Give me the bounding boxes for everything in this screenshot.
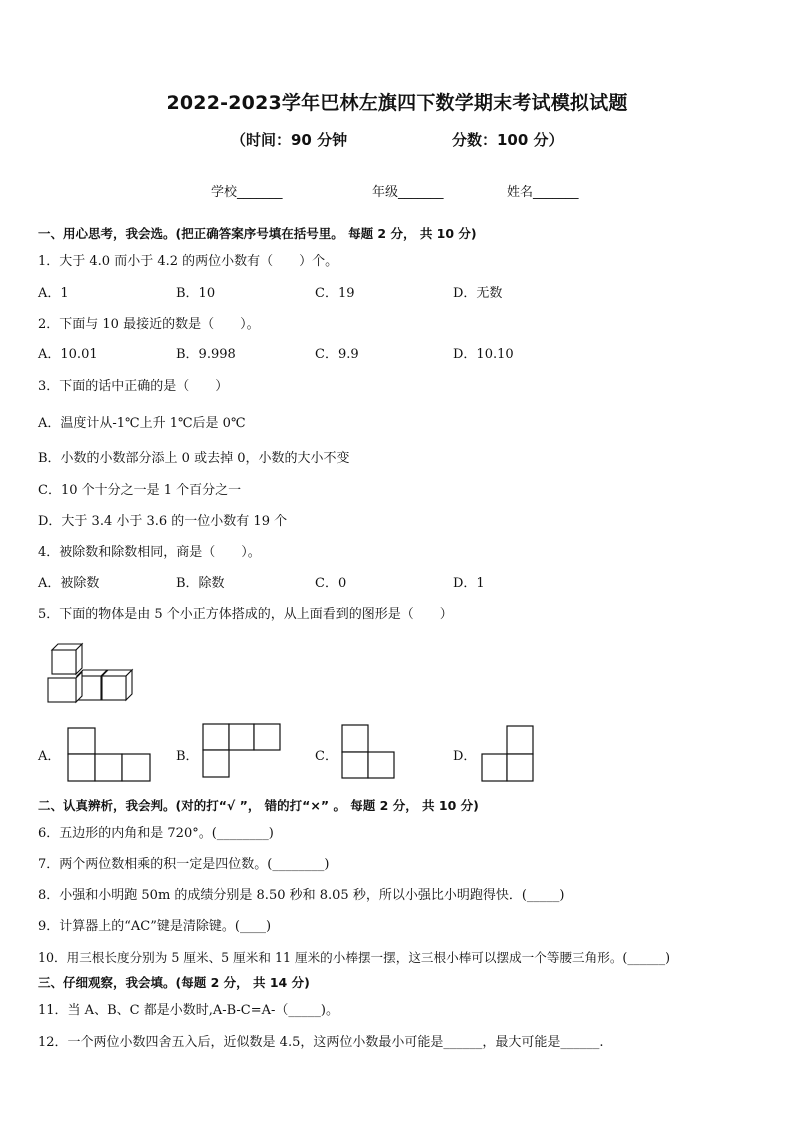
page-title: 2022-2023学年巴林左旗四下数学期末考试模拟试题 <box>166 92 628 114</box>
option-d-figure <box>481 725 537 783</box>
exam-time: （时间：90 分钟 <box>231 131 348 149</box>
q4-option-a: A．被除数 <box>38 576 100 591</box>
question-2: 2．下面与 10 最接近的数是（ ）。 <box>38 317 260 332</box>
q3-option-b: B．小数的小数部分添上 0 或去掉 0，小数的大小不变 <box>38 451 350 466</box>
q3-option-a: A．温度计从-1℃上升 1℃后是 0℃ <box>38 416 246 431</box>
q1-option-a: A．1 <box>38 286 69 301</box>
q4-option-d: D．1 <box>453 576 485 591</box>
question-10: 10．用三根长度分别为 5 厘米、5 厘米和 11 厘米的小棒摆一摆，这三根小棒可以摆成一个等腰三角形。(______) <box>38 950 671 965</box>
q2-option-b: B．9.998 <box>176 347 236 362</box>
name-field: 姓名_______ <box>507 185 579 200</box>
question-5: 5．下面的物体是由 5 个小正方体搭成的，从上面看到的图形是（ ） <box>38 607 453 622</box>
q2-option-a: A．10.01 <box>38 347 98 362</box>
q5-option-c: C． <box>315 749 338 764</box>
q1-option-d: D．无数 <box>453 286 503 301</box>
q3-option-d: D．大于 3.4 小于 3.6 的一位小数有 19 个 <box>38 514 288 529</box>
question-12: 12．一个两位小数四舍五入后，近似数是 4.5，这两位小数最小可能是______，最大可能是______. <box>38 1035 604 1050</box>
q2-option-c: C．9.9 <box>315 347 359 362</box>
question-11: 11．当 A、B、C 都是小数时,A-B-C=A-（_____)。 <box>38 1003 339 1018</box>
q5-option-a: A． <box>38 749 61 764</box>
cube-stack-figure <box>44 638 136 704</box>
exam-score: 分数：100 分） <box>452 131 564 149</box>
section-1-title: 一、用心思考，我会选。(把正确答案序号填在括号里。 每题 2 分， 共 10 分) <box>38 226 477 241</box>
q4-option-b: B．除数 <box>176 576 225 591</box>
option-c-figure <box>341 724 397 780</box>
option-b-figure <box>202 723 282 779</box>
question-1: 1．大于 4.0 而小于 4.2 的两位小数有（ ）个。 <box>38 254 339 269</box>
q1-option-b: B．10 <box>176 286 216 301</box>
grade-field: 年级_______ <box>372 185 444 200</box>
question-9: 9．计算器上的“AC”键是清除键。(____) <box>38 919 272 934</box>
school-field: 学校_______ <box>211 185 283 200</box>
q2-option-d: D．10.10 <box>453 347 514 362</box>
q5-option-d: D． <box>453 749 477 764</box>
question-4: 4．被除数和除数相同，商是（ ）。 <box>38 545 261 560</box>
question-6: 6．五边形的内角和是 720°。(________) <box>38 826 274 841</box>
q3-option-c: C．10 个十分之一是 1 个百分之一 <box>38 483 242 498</box>
q5-option-b: B． <box>176 749 199 764</box>
question-8: 8．小强和小明跑 50m 的成绩分别是 8.50 秒和 8.05 秒，所以小强比小明跑得快．(_____) <box>38 888 565 903</box>
question-3: 3．下面的话中正确的是（ ） <box>38 379 229 394</box>
q4-option-c: C．0 <box>315 576 347 591</box>
option-a-figure <box>67 727 153 783</box>
section-2-title: 二、认真辨析，我会判。(对的打“√ ”， 错的打“×” 。 每题 2 分， 共 10 分) <box>38 798 479 813</box>
q1-option-c: C．19 <box>315 286 355 301</box>
question-7: 7．两个两位数相乘的积一定是四位数。(________) <box>38 857 330 872</box>
section-3-title: 三、仔细观察，我会填。(每题 2 分， 共 14 分) <box>38 975 310 990</box>
